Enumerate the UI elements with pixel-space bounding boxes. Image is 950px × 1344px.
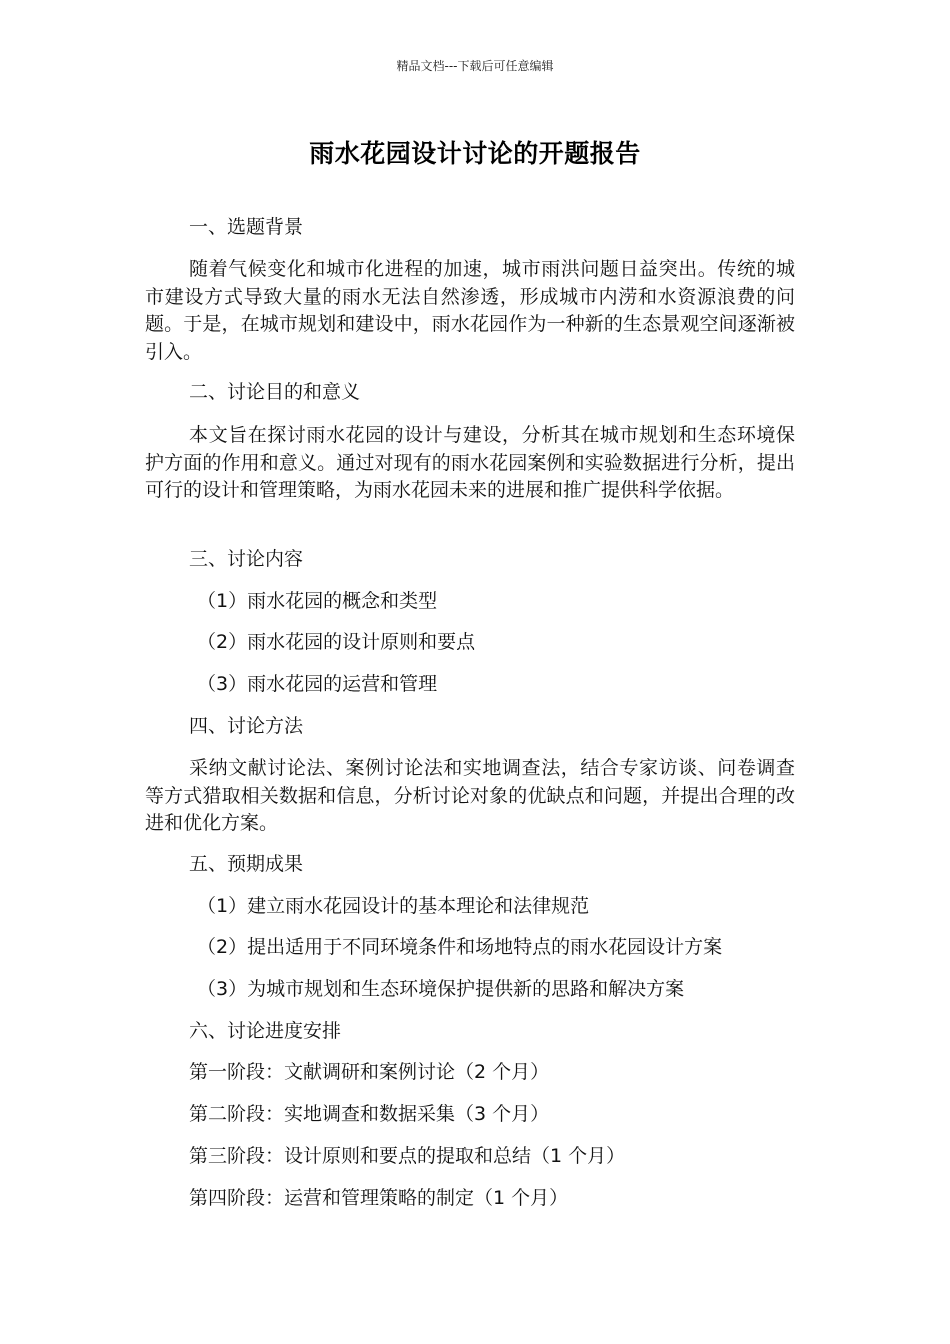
section-heading-content: 三、讨论内容 bbox=[189, 548, 304, 570]
section-heading-purpose: 二、讨论目的和意义 bbox=[189, 381, 361, 403]
list-item: （2）提出适用于不同环境条件和场地特点的雨水花园设计方案 bbox=[197, 936, 723, 958]
section-heading-results: 五、预期成果 bbox=[189, 853, 304, 875]
section-paragraph-background: 随着气候变化和城市化进程的加速，城市雨洪问题日益突出。传统的城市建设方式导致大量的雨水无法自然渗透，形成城市内涝和水资源浪费的问题。于是，在城市规划和建设中，雨水花园作为一种新的生态景观空间逐渐被引入。 bbox=[145, 258, 795, 363]
list-item: （3）雨水花园的运营和管理 bbox=[197, 673, 438, 695]
header-note: 精品文档---下载后可任意编辑 bbox=[396, 59, 554, 73]
schedule-item: 第二阶段：实地调查和数据采集（3 个月） bbox=[189, 1103, 550, 1125]
schedule-item: 第四阶段：运营和管理策略的制定（1 个月） bbox=[189, 1187, 569, 1209]
section-heading-background: 一、选题背景 bbox=[189, 216, 304, 238]
list-item: （2）雨水花园的设计原则和要点 bbox=[197, 631, 476, 653]
list-item: （1）雨水花园的概念和类型 bbox=[197, 590, 438, 612]
list-item: （3）为城市规划和生态环境保护提供新的思路和解决方案 bbox=[197, 978, 685, 1000]
section-paragraph-purpose: 本文旨在探讨雨水花园的设计与建设，分析其在城市规划和生态环境保护方面的作用和意义。通过对现有的雨水花园案例和实验数据进行分析，提出可行的设计和管理策略，为雨水花园未来的进展和推广提供科学依据。 bbox=[145, 424, 795, 501]
section-heading-schedule: 六、讨论进度安排 bbox=[189, 1020, 342, 1042]
section-heading-method: 四、讨论方法 bbox=[189, 715, 304, 737]
document-title: 雨水花园设计讨论的开题报告 bbox=[309, 139, 641, 168]
list-item: （1）建立雨水花园设计的基本理论和法律规范 bbox=[197, 895, 590, 917]
schedule-item: 第一阶段：文献调研和案例讨论（2 个月） bbox=[189, 1061, 550, 1083]
section-paragraph-method: 采纳文献讨论法、案例讨论法和实地调查法，结合专家访谈、问卷调查等方式猎取相关数据和信息，分析讨论对象的优缺点和问题，并提出合理的改进和优化方案。 bbox=[145, 757, 795, 834]
schedule-item: 第三阶段：设计原则和要点的提取和总结（1 个月） bbox=[189, 1145, 626, 1167]
